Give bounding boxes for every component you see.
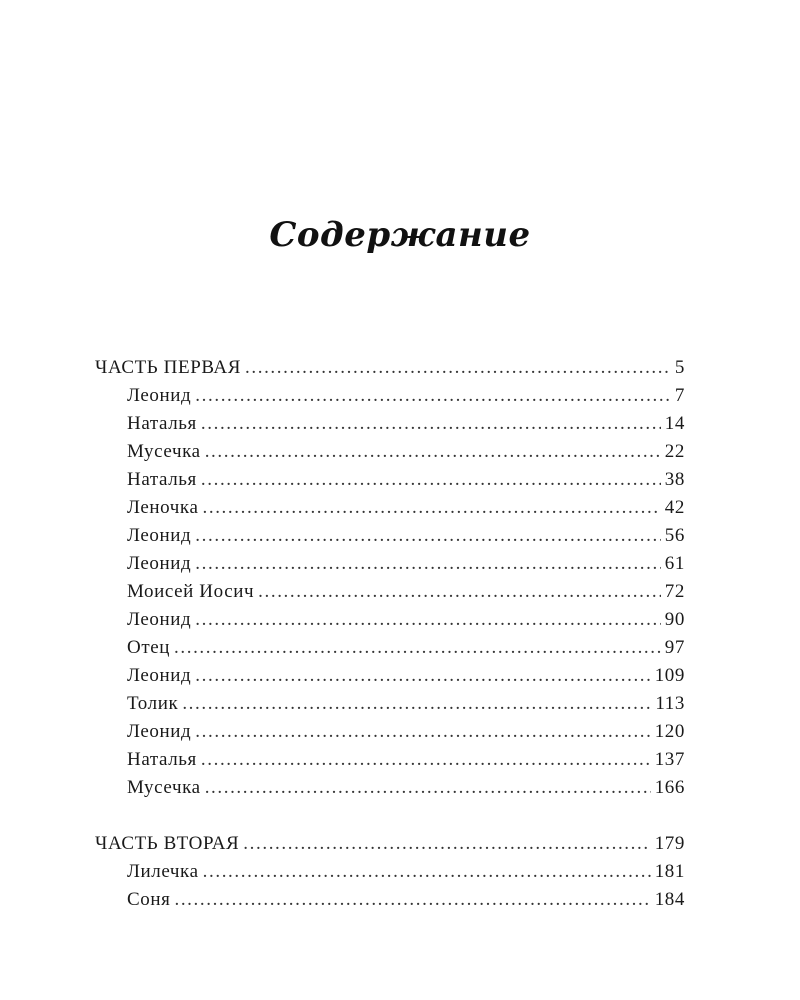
part-separator xyxy=(95,802,685,830)
dot-leader xyxy=(205,774,651,802)
toc-page-number: 137 xyxy=(654,749,685,770)
dot-leader xyxy=(195,550,661,578)
toc-part-label: ЧАСТЬ ВТОРАЯ xyxy=(95,833,240,854)
toc-chapter-label: Леонид xyxy=(127,665,192,686)
toc-part-2[interactable] xyxy=(95,830,685,858)
toc-page-number: 179 xyxy=(654,833,685,854)
toc-chapter-label: Леонид xyxy=(127,609,192,630)
dot-leader xyxy=(195,382,671,410)
dot-leader xyxy=(195,522,661,550)
toc-chapter[interactable] xyxy=(95,886,685,914)
toc-chapter-label: Леонид xyxy=(127,553,192,574)
toc-chapter[interactable] xyxy=(95,634,685,662)
toc-chapter[interactable] xyxy=(95,438,685,466)
toc-chapter[interactable] xyxy=(95,746,685,774)
toc-chapter-label: Моисей Иосич xyxy=(127,581,255,602)
toc-chapter[interactable] xyxy=(95,550,685,578)
toc-chapter[interactable] xyxy=(95,774,685,802)
toc-page-number: 61 xyxy=(664,553,685,574)
toc-chapter[interactable] xyxy=(95,690,685,718)
toc-chapter[interactable] xyxy=(95,662,685,690)
toc-chapter-label: Наталья xyxy=(127,749,197,770)
toc-chapter-label: Толик xyxy=(127,693,179,714)
toc-chapter[interactable] xyxy=(95,578,685,606)
dot-leader xyxy=(203,858,651,886)
toc-chapter[interactable] xyxy=(95,382,685,410)
toc-page-number: 90 xyxy=(664,609,685,630)
toc-chapter[interactable] xyxy=(95,858,685,886)
toc-page-number: 14 xyxy=(664,413,685,434)
toc-chapter-label: Наталья xyxy=(127,469,197,490)
toc-chapter-label: Мусечка xyxy=(127,777,201,798)
dot-leader xyxy=(201,410,661,438)
toc-chapter[interactable] xyxy=(95,466,685,494)
toc-chapter-label: Леонид xyxy=(127,721,192,742)
toc-chapter[interactable] xyxy=(95,410,685,438)
toc-page-number: 5 xyxy=(674,357,685,378)
toc-page-number: 166 xyxy=(654,777,685,798)
toc-part-label: ЧАСТЬ ПЕРВАЯ xyxy=(95,357,242,378)
toc-page-number: 56 xyxy=(664,525,685,546)
dot-leader xyxy=(258,578,661,606)
toc-chapter-label: Соня xyxy=(127,889,171,910)
dot-leader xyxy=(201,746,651,774)
toc-chapter-label: Мусечка xyxy=(127,441,201,462)
toc-page-number: 120 xyxy=(654,721,685,742)
dot-leader xyxy=(195,662,650,690)
toc-chapter[interactable] xyxy=(95,718,685,746)
toc-page-number: 7 xyxy=(674,385,685,406)
toc-chapter[interactable] xyxy=(95,522,685,550)
toc-page-number: 22 xyxy=(664,441,685,462)
toc-chapter-label: Лилечка xyxy=(127,861,199,882)
dot-leader xyxy=(243,830,650,858)
dot-leader xyxy=(203,494,661,522)
dot-leader xyxy=(201,466,661,494)
dot-leader xyxy=(182,690,651,718)
toc-page-number: 42 xyxy=(664,497,685,518)
dot-leader xyxy=(245,354,671,382)
toc-page-number: 97 xyxy=(664,637,685,658)
toc-chapter[interactable] xyxy=(95,606,685,634)
toc-chapter-label: Леонид xyxy=(127,525,192,546)
dot-leader xyxy=(174,634,661,662)
toc-part-1[interactable] xyxy=(95,354,685,382)
toc-page-number: 72 xyxy=(664,581,685,602)
toc-chapter-label: Леонид xyxy=(127,385,192,406)
page-title: Содержание xyxy=(269,215,531,255)
dot-leader xyxy=(195,718,650,746)
table-of-contents xyxy=(95,354,685,914)
dot-leader xyxy=(195,606,661,634)
toc-page-number: 109 xyxy=(654,665,685,686)
toc-page-number: 38 xyxy=(664,469,685,490)
toc-chapter-label: Отец xyxy=(127,637,171,658)
toc-chapter-label: Наталья xyxy=(127,413,197,434)
dot-leader xyxy=(205,438,661,466)
toc-chapter[interactable] xyxy=(95,494,685,522)
toc-page-number: 181 xyxy=(654,861,685,882)
toc-chapter-label: Леночка xyxy=(127,497,199,518)
toc-page-number: 184 xyxy=(654,889,685,910)
toc-page-number: 113 xyxy=(655,693,685,714)
dot-leader xyxy=(174,886,650,914)
